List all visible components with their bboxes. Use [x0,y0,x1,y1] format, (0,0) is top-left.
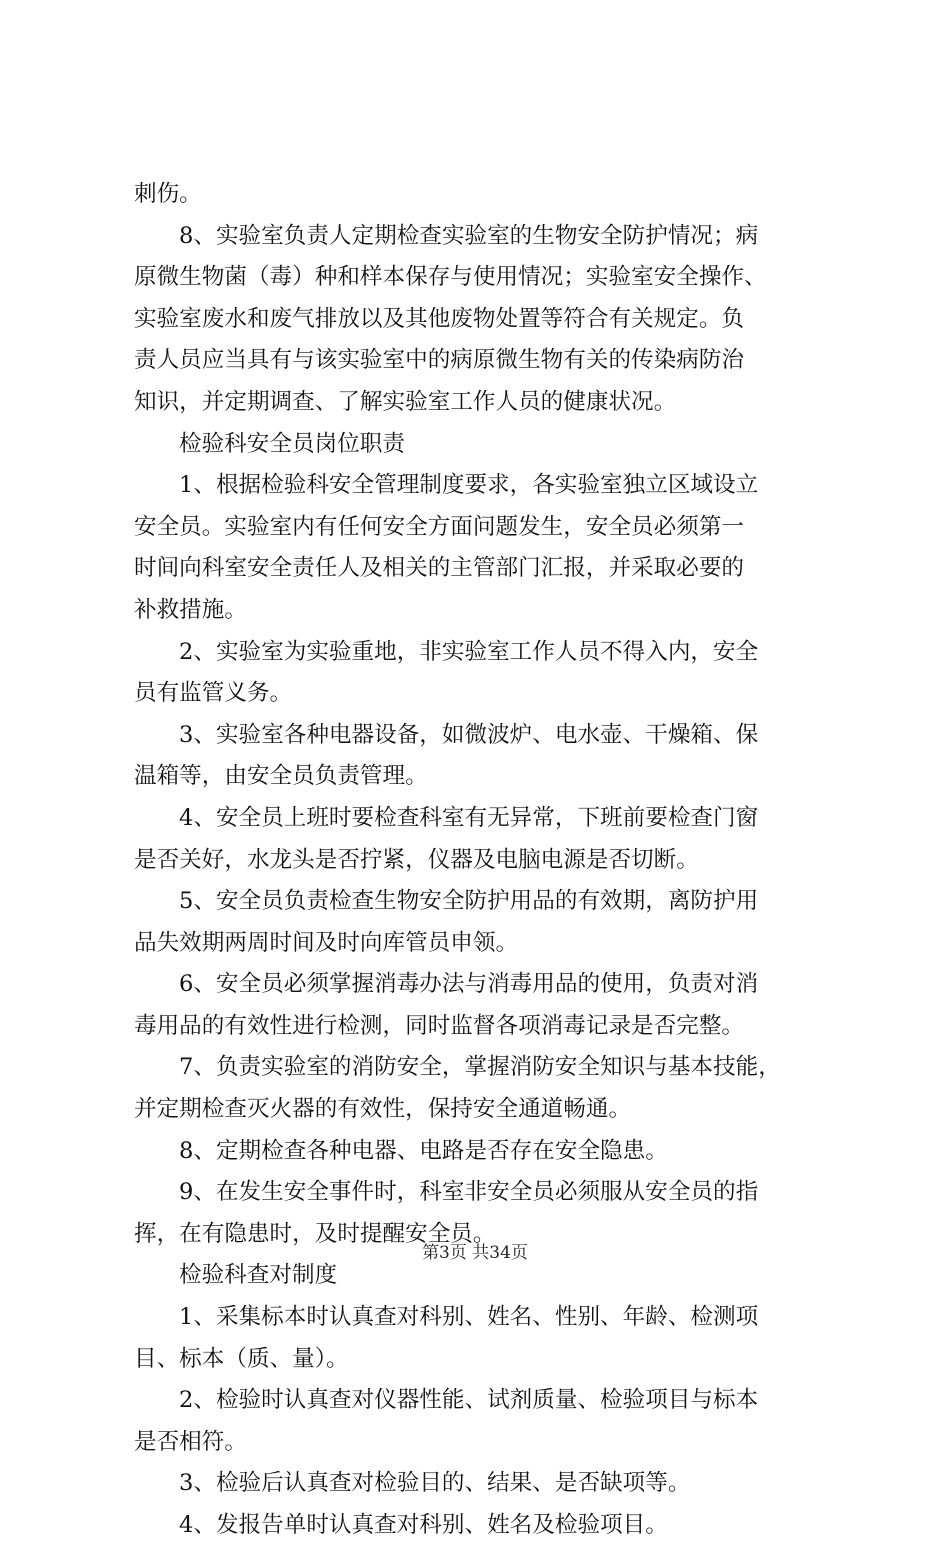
text-line: 并定期检查灭火器的有效性，保持安全通道畅通。 [134,1096,632,1123]
text-line: 知识，并定期调查、了解实验室工作人员的健康状况。 [134,388,677,415]
text-line: 实验室废水和废气排放以及其他废物处置等符合有关规定。负 [134,305,745,332]
document-body [134,174,834,1547]
text-line: 6、安全员必须掌握消毒办法与消毒用品的使用，负责对消 [179,971,759,998]
text-line: 7、负责实验室的消防安全，掌握消防安全知识与基本技能， [179,1054,781,1081]
text-line: 3、检验后认真查对检验目的、结果、是否缺项等。 [179,1470,691,1497]
text-line: 9、在发生安全事件时，科室非安全员必须服从安全员的指 [179,1179,759,1206]
text-line: 员有监管义务。 [134,680,293,707]
section-heading: 检验科安全员岗位职责 [179,430,405,457]
text-line: 补救措施。 [134,596,247,623]
text-line: 4、发报告单时认真查对科别、姓名及检验项目。 [179,1512,668,1538]
text-line: 2、实验室为实验重地，非实验室工作人员不得入内，安全 [179,638,759,665]
text-line: 毒用品的有效性进行检测，同时监督各项消毒记录是否完整。 [134,1012,745,1039]
text-line: 安全员。实验室内有任何安全方面问题发生，安全员必须第一 [134,513,745,540]
text-line: 3、实验室各种电器设备，如微波炉、电水壶、干燥箱、保 [179,721,759,748]
text-line: 1、采集标本时认真查对科别、姓名、性别、年龄、检测项 [179,1304,759,1331]
text-line: 时间向科室安全责任人及相关的主管部门汇报，并采取必要的 [134,555,745,582]
text-line: 1、根据检验科安全管理制度要求，各实验室独立区域设立 [179,472,759,499]
text-line: 品失效期两周时间及时向库管员申领。 [134,929,519,956]
text-line: 2、检验时认真查对仪器性能、试剂质量、检验项目与标本 [179,1387,759,1414]
text-line: 温箱等，由安全员负责管理。 [134,763,428,790]
text-line: 是否相符。 [134,1428,247,1455]
page-number-footer: 第3页 共34页 [422,1243,528,1263]
text-line: 8、实验室负责人定期检查实验室的生物安全防护情况；病 [179,222,759,249]
text-line: 4、安全员上班时要检查科室有无异常，下班前要检查门窗 [179,804,759,831]
text-line: 5、安全员负责检查生物安全防护用品的有效期，离防护用 [179,888,759,915]
section-heading: 检验科查对制度 [179,1262,338,1289]
text-line: 目、标本（质、量）。 [134,1345,349,1372]
text-line: 刺伤。 [134,181,202,207]
text-line: 挥，在有隐患时，及时提醒安全员。 [134,1220,496,1247]
text-line: 原微生物菌（毒）种和样本保存与使用情况；实验室安全操作、 [134,264,767,291]
text-line: 责人员应当具有与该实验室中的病原微生物有关的传染病防治 [134,347,745,374]
text-line: 8、定期检查各种电器、电路是否存在安全隐患。 [179,1137,668,1164]
text-line: 是否关好，水龙头是否拧紧，仪器及电脑电源是否切断。 [134,846,699,873]
